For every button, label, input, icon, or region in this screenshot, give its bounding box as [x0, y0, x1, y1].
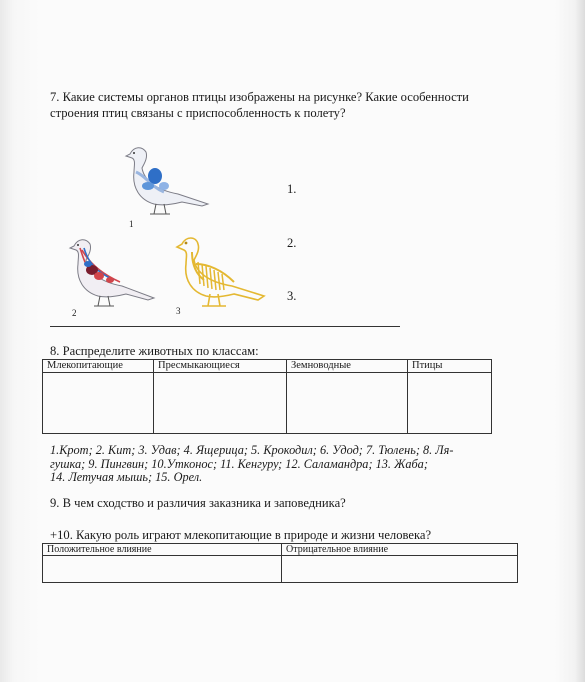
answer-line-3: 3.: [287, 289, 297, 303]
animals-line-3: 14. Летучая мышь; 15. Орел.: [50, 470, 203, 484]
bird-circulatory-system-figure: [66, 234, 158, 308]
answer-line-2: 2.: [287, 236, 297, 250]
classification-table: [42, 359, 492, 434]
bird-respiratory-system-figure: [122, 142, 214, 216]
divider-line: [50, 326, 400, 327]
bird-skeleton-figure: [174, 234, 268, 308]
influence-table: [42, 543, 518, 583]
figure-label-1: 1: [129, 219, 134, 229]
cell-reptiles[interactable]: [154, 373, 287, 434]
question-7: 7. Какие системы органов птицы изображены на рисунке? Какие особенности строения птиц связаны с приспособленность к полету?: [50, 90, 469, 120]
answer-line-1: 1.: [287, 182, 297, 196]
animals-list: [50, 444, 515, 485]
cell-negative[interactable]: [282, 556, 518, 583]
question-10: +10. Какую роль играют млекопитающие в природе и жизни человека?: [50, 528, 432, 542]
cell-birds[interactable]: [408, 373, 492, 434]
cell-amphibians[interactable]: [287, 373, 408, 434]
cell-mammals[interactable]: [43, 373, 154, 434]
figure-label-3: 3: [176, 306, 181, 316]
question-8: 8. Распределите животных по классам:: [50, 344, 259, 358]
cell-positive[interactable]: [43, 556, 282, 583]
column-mammals: Млекопитающие: [43, 360, 154, 373]
column-reptiles: Пресмыкающиеся: [154, 360, 287, 373]
column-negative: Отрицательное влияние: [282, 544, 518, 556]
figure-label-2: 2: [72, 308, 77, 318]
animals-line-2: гушка; 9. Пингвин; 10.Утконос; 11. Кенгуру; 12. Саламандра; 13. Жаба;: [50, 456, 428, 471]
column-positive: Положительное влияние: [43, 544, 282, 556]
column-birds: Птицы: [408, 360, 492, 373]
column-amphibians: Земноводные: [287, 360, 408, 373]
animals-line-1: 1.Крот; 2. Кит; 3. Удав; 4. Ящерица; 5. Крокодил; 6. Удод; 7. Тюлень; 8. Ля-: [50, 443, 454, 457]
question-9: 9. В чем сходство и различия заказника и заповедника?: [50, 496, 346, 510]
